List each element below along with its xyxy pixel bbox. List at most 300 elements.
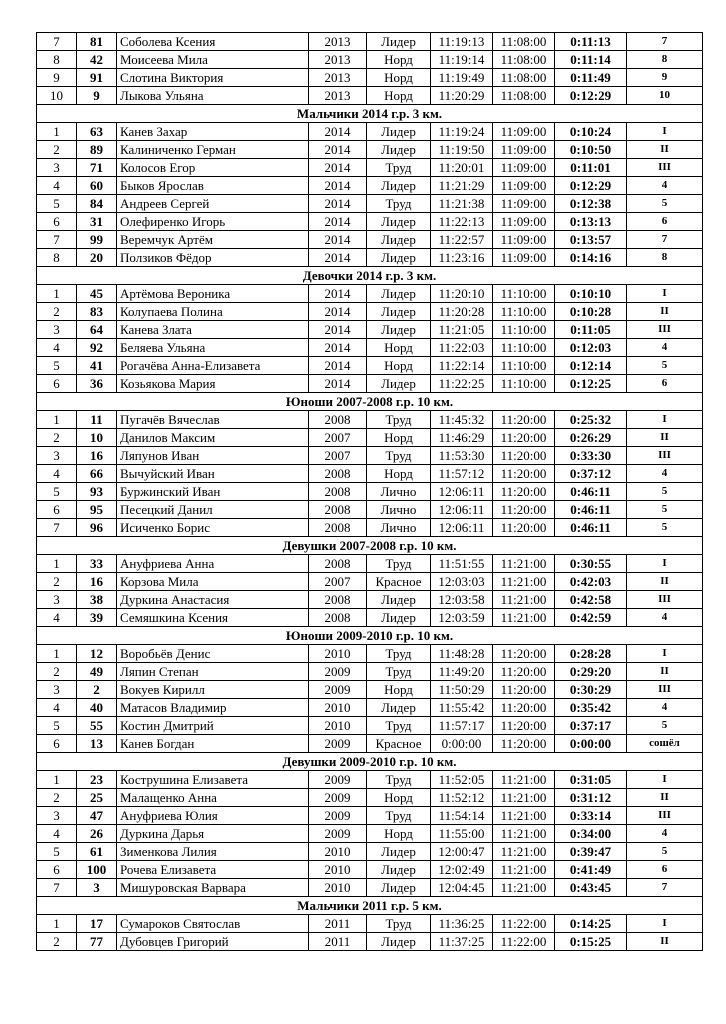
finish-time-cell: 11:19:24 bbox=[431, 123, 493, 141]
birth-year-cell: 2014 bbox=[309, 321, 367, 339]
team-cell: Труд bbox=[367, 195, 431, 213]
start-time-cell: 11:20:00 bbox=[493, 483, 555, 501]
birth-year-cell: 2009 bbox=[309, 771, 367, 789]
finish-time-cell: 11:52:12 bbox=[431, 789, 493, 807]
birth-year-cell: 2014 bbox=[309, 357, 367, 375]
bib-number-cell: 39 bbox=[77, 609, 117, 627]
table-row bbox=[37, 177, 703, 195]
athlete-name-cell: Семяшкина Ксения bbox=[117, 609, 309, 627]
place-cell: 6 bbox=[37, 861, 77, 879]
table-row bbox=[37, 825, 703, 843]
rank-cell: I bbox=[627, 411, 703, 429]
place-cell: 1 bbox=[37, 645, 77, 663]
athlete-name-cell: Лыкова Ульяна bbox=[117, 87, 309, 105]
start-time-cell: 11:10:00 bbox=[493, 339, 555, 357]
athlete-name-cell: Ануфриева Анна bbox=[117, 555, 309, 573]
bib-number-cell: 11 bbox=[77, 411, 117, 429]
place-cell: 2 bbox=[37, 141, 77, 159]
start-time-cell: 11:20:00 bbox=[493, 411, 555, 429]
bib-number-cell: 77 bbox=[77, 933, 117, 951]
athlete-name-cell: Козьякова Мария bbox=[117, 375, 309, 393]
place-cell: 5 bbox=[37, 483, 77, 501]
result-time-cell: 0:46:11 bbox=[555, 519, 627, 537]
rank-cell: 5 bbox=[627, 483, 703, 501]
rank-cell: 5 bbox=[627, 195, 703, 213]
rank-cell: III bbox=[627, 159, 703, 177]
rank-cell: II bbox=[627, 573, 703, 591]
results-table-body bbox=[37, 33, 703, 951]
start-time-cell: 11:09:00 bbox=[493, 159, 555, 177]
rank-cell: III bbox=[627, 681, 703, 699]
athlete-name-cell: Слотина Виктория bbox=[117, 69, 309, 87]
birth-year-cell: 2010 bbox=[309, 717, 367, 735]
birth-year-cell: 2010 bbox=[309, 645, 367, 663]
finish-time-cell: 11:22:57 bbox=[431, 231, 493, 249]
table-row bbox=[37, 501, 703, 519]
result-time-cell: 0:12:03 bbox=[555, 339, 627, 357]
group-header-row bbox=[37, 753, 703, 771]
athlete-name-cell: Сумароков Святослав bbox=[117, 915, 309, 933]
team-cell: Норд bbox=[367, 681, 431, 699]
athlete-name-cell: Веремчук Артём bbox=[117, 231, 309, 249]
rank-cell: 4 bbox=[627, 825, 703, 843]
team-cell: Труд bbox=[367, 771, 431, 789]
start-time-cell: 11:09:00 bbox=[493, 231, 555, 249]
birth-year-cell: 2014 bbox=[309, 339, 367, 357]
rank-cell: 9 bbox=[627, 69, 703, 87]
finish-time-cell: 11:21:05 bbox=[431, 321, 493, 339]
place-cell: 4 bbox=[37, 465, 77, 483]
rank-cell: I bbox=[627, 771, 703, 789]
result-time-cell: 0:37:17 bbox=[555, 717, 627, 735]
rank-cell: II bbox=[627, 663, 703, 681]
birth-year-cell: 2014 bbox=[309, 177, 367, 195]
result-time-cell: 0:46:11 bbox=[555, 501, 627, 519]
finish-time-cell: 11:48:28 bbox=[431, 645, 493, 663]
athlete-name-cell: Артёмова Вероника bbox=[117, 285, 309, 303]
result-time-cell: 0:12:38 bbox=[555, 195, 627, 213]
rank-cell: II bbox=[627, 933, 703, 951]
result-time-cell: 0:00:00 bbox=[555, 735, 627, 753]
result-time-cell: 0:31:12 bbox=[555, 789, 627, 807]
athlete-name-cell: Вокуев Кирилл bbox=[117, 681, 309, 699]
athlete-name-cell: Малащенко Анна bbox=[117, 789, 309, 807]
place-cell: 1 bbox=[37, 411, 77, 429]
athlete-name-cell: Колупаева Полина bbox=[117, 303, 309, 321]
result-time-cell: 0:13:13 bbox=[555, 213, 627, 231]
finish-time-cell: 11:20:29 bbox=[431, 87, 493, 105]
place-cell: 8 bbox=[37, 249, 77, 267]
team-cell: Труд bbox=[367, 159, 431, 177]
rank-cell: I bbox=[627, 645, 703, 663]
birth-year-cell: 2014 bbox=[309, 159, 367, 177]
team-cell: Лидер bbox=[367, 699, 431, 717]
rank-cell: 6 bbox=[627, 375, 703, 393]
result-time-cell: 0:33:14 bbox=[555, 807, 627, 825]
place-cell: 9 bbox=[37, 69, 77, 87]
table-row bbox=[37, 483, 703, 501]
result-time-cell: 0:10:10 bbox=[555, 285, 627, 303]
start-time-cell: 11:20:00 bbox=[493, 717, 555, 735]
place-cell: 7 bbox=[37, 519, 77, 537]
start-time-cell: 11:20:00 bbox=[493, 645, 555, 663]
result-time-cell: 0:43:45 bbox=[555, 879, 627, 897]
result-time-cell: 0:30:29 bbox=[555, 681, 627, 699]
birth-year-cell: 2007 bbox=[309, 573, 367, 591]
bib-number-cell: 93 bbox=[77, 483, 117, 501]
team-cell: Лидер bbox=[367, 177, 431, 195]
athlete-name-cell: Калиниченко Герман bbox=[117, 141, 309, 159]
team-cell: Труд bbox=[367, 717, 431, 735]
bib-number-cell: 3 bbox=[77, 879, 117, 897]
result-time-cell: 0:11:01 bbox=[555, 159, 627, 177]
finish-time-cell: 12:06:11 bbox=[431, 483, 493, 501]
rank-cell: I bbox=[627, 555, 703, 573]
finish-time-cell: 11:36:25 bbox=[431, 915, 493, 933]
finish-time-cell: 12:00:47 bbox=[431, 843, 493, 861]
athlete-name-cell: Воробьёв Денис bbox=[117, 645, 309, 663]
place-cell: 3 bbox=[37, 807, 77, 825]
place-cell: 6 bbox=[37, 375, 77, 393]
athlete-name-cell: Ползиков Фёдор bbox=[117, 249, 309, 267]
group-title: Мальчики 2014 г.р. 3 км. bbox=[37, 105, 703, 123]
bib-number-cell: 47 bbox=[77, 807, 117, 825]
result-time-cell: 0:10:28 bbox=[555, 303, 627, 321]
athlete-name-cell: Беляева Ульяна bbox=[117, 339, 309, 357]
result-time-cell: 0:39:47 bbox=[555, 843, 627, 861]
result-time-cell: 0:12:29 bbox=[555, 87, 627, 105]
rank-cell: 4 bbox=[627, 609, 703, 627]
table-row bbox=[37, 33, 703, 51]
athlete-name-cell: Пугачёв Вячеслав bbox=[117, 411, 309, 429]
result-time-cell: 0:11:05 bbox=[555, 321, 627, 339]
bib-number-cell: 49 bbox=[77, 663, 117, 681]
finish-time-cell: 11:22:03 bbox=[431, 339, 493, 357]
rank-cell: III bbox=[627, 807, 703, 825]
birth-year-cell: 2009 bbox=[309, 663, 367, 681]
table-row bbox=[37, 285, 703, 303]
rank-cell: сошёл bbox=[627, 735, 703, 753]
rank-cell: 6 bbox=[627, 213, 703, 231]
start-time-cell: 11:20:00 bbox=[493, 663, 555, 681]
bib-number-cell: 66 bbox=[77, 465, 117, 483]
result-time-cell: 0:37:12 bbox=[555, 465, 627, 483]
bib-number-cell: 95 bbox=[77, 501, 117, 519]
finish-time-cell: 11:20:10 bbox=[431, 285, 493, 303]
athlete-name-cell: Быков Ярослав bbox=[117, 177, 309, 195]
place-cell: 8 bbox=[37, 51, 77, 69]
finish-time-cell: 11:45:32 bbox=[431, 411, 493, 429]
place-cell: 3 bbox=[37, 321, 77, 339]
group-title: Девушки 2007-2008 г.р. 10 км. bbox=[37, 537, 703, 555]
team-cell: Лидер bbox=[367, 303, 431, 321]
start-time-cell: 11:21:00 bbox=[493, 771, 555, 789]
bib-number-cell: 26 bbox=[77, 825, 117, 843]
result-time-cell: 0:13:57 bbox=[555, 231, 627, 249]
team-cell: Норд bbox=[367, 825, 431, 843]
bib-number-cell: 20 bbox=[77, 249, 117, 267]
start-time-cell: 11:08:00 bbox=[493, 33, 555, 51]
birth-year-cell: 2014 bbox=[309, 249, 367, 267]
bib-number-cell: 84 bbox=[77, 195, 117, 213]
team-cell: Лидер bbox=[367, 285, 431, 303]
result-time-cell: 0:14:25 bbox=[555, 915, 627, 933]
group-title: Юноши 2007-2008 г.р. 10 км. bbox=[37, 393, 703, 411]
result-time-cell: 0:11:13 bbox=[555, 33, 627, 51]
birth-year-cell: 2009 bbox=[309, 807, 367, 825]
rank-cell: I bbox=[627, 285, 703, 303]
finish-time-cell: 12:03:03 bbox=[431, 573, 493, 591]
birth-year-cell: 2014 bbox=[309, 303, 367, 321]
start-time-cell: 11:08:00 bbox=[493, 87, 555, 105]
table-row bbox=[37, 195, 703, 213]
birth-year-cell: 2008 bbox=[309, 609, 367, 627]
finish-time-cell: 0:00:00 bbox=[431, 735, 493, 753]
athlete-name-cell: Колосов Егор bbox=[117, 159, 309, 177]
place-cell: 2 bbox=[37, 789, 77, 807]
finish-time-cell: 11:37:25 bbox=[431, 933, 493, 951]
result-time-cell: 0:11:49 bbox=[555, 69, 627, 87]
start-time-cell: 11:21:00 bbox=[493, 609, 555, 627]
table-row bbox=[37, 159, 703, 177]
place-cell: 3 bbox=[37, 447, 77, 465]
athlete-name-cell: Дуркина Дарья bbox=[117, 825, 309, 843]
bib-number-cell: 12 bbox=[77, 645, 117, 663]
birth-year-cell: 2014 bbox=[309, 375, 367, 393]
table-row bbox=[37, 249, 703, 267]
team-cell: Лидер bbox=[367, 843, 431, 861]
result-time-cell: 0:30:55 bbox=[555, 555, 627, 573]
place-cell: 2 bbox=[37, 663, 77, 681]
finish-time-cell: 11:21:38 bbox=[431, 195, 493, 213]
rank-cell: 4 bbox=[627, 177, 703, 195]
result-time-cell: 0:11:14 bbox=[555, 51, 627, 69]
team-cell: Лидер bbox=[367, 231, 431, 249]
birth-year-cell: 2008 bbox=[309, 501, 367, 519]
rank-cell: III bbox=[627, 321, 703, 339]
team-cell: Лидер bbox=[367, 591, 431, 609]
bib-number-cell: 83 bbox=[77, 303, 117, 321]
bib-number-cell: 2 bbox=[77, 681, 117, 699]
bib-number-cell: 9 bbox=[77, 87, 117, 105]
birth-year-cell: 2009 bbox=[309, 789, 367, 807]
table-row bbox=[37, 645, 703, 663]
athlete-name-cell: Соболева Ксения bbox=[117, 33, 309, 51]
rank-cell: 10 bbox=[627, 87, 703, 105]
bib-number-cell: 61 bbox=[77, 843, 117, 861]
table-row bbox=[37, 411, 703, 429]
table-row bbox=[37, 357, 703, 375]
table-row bbox=[37, 555, 703, 573]
place-cell: 5 bbox=[37, 195, 77, 213]
finish-time-cell: 12:02:49 bbox=[431, 861, 493, 879]
finish-time-cell: 12:03:59 bbox=[431, 609, 493, 627]
place-cell: 5 bbox=[37, 843, 77, 861]
team-cell: Труд bbox=[367, 411, 431, 429]
place-cell: 2 bbox=[37, 429, 77, 447]
team-cell: Норд bbox=[367, 357, 431, 375]
birth-year-cell: 2007 bbox=[309, 447, 367, 465]
start-time-cell: 11:20:00 bbox=[493, 501, 555, 519]
group-header-row bbox=[37, 627, 703, 645]
start-time-cell: 11:10:00 bbox=[493, 357, 555, 375]
result-time-cell: 0:28:28 bbox=[555, 645, 627, 663]
finish-time-cell: 11:19:13 bbox=[431, 33, 493, 51]
result-time-cell: 0:42:58 bbox=[555, 591, 627, 609]
start-time-cell: 11:21:00 bbox=[493, 573, 555, 591]
rank-cell: II bbox=[627, 429, 703, 447]
rank-cell: 5 bbox=[627, 357, 703, 375]
team-cell: Труд bbox=[367, 807, 431, 825]
birth-year-cell: 2014 bbox=[309, 285, 367, 303]
bib-number-cell: 23 bbox=[77, 771, 117, 789]
place-cell: 4 bbox=[37, 825, 77, 843]
table-row bbox=[37, 933, 703, 951]
place-cell: 6 bbox=[37, 735, 77, 753]
finish-time-cell: 11:19:14 bbox=[431, 51, 493, 69]
place-cell: 7 bbox=[37, 33, 77, 51]
team-cell: Лидер bbox=[367, 375, 431, 393]
rank-cell: 4 bbox=[627, 339, 703, 357]
team-cell: Норд bbox=[367, 51, 431, 69]
rank-cell: 8 bbox=[627, 51, 703, 69]
athlete-name-cell: Корзова Мила bbox=[117, 573, 309, 591]
birth-year-cell: 2008 bbox=[309, 465, 367, 483]
start-time-cell: 11:08:00 bbox=[493, 51, 555, 69]
birth-year-cell: 2013 bbox=[309, 69, 367, 87]
athlete-name-cell: Ануфриева Юлия bbox=[117, 807, 309, 825]
finish-time-cell: 11:53:30 bbox=[431, 447, 493, 465]
team-cell: Труд bbox=[367, 915, 431, 933]
start-time-cell: 11:21:00 bbox=[493, 807, 555, 825]
athlete-name-cell: Канев Захар bbox=[117, 123, 309, 141]
table-row bbox=[37, 861, 703, 879]
finish-time-cell: 11:23:16 bbox=[431, 249, 493, 267]
start-time-cell: 11:10:00 bbox=[493, 321, 555, 339]
result-time-cell: 0:12:14 bbox=[555, 357, 627, 375]
finish-time-cell: 12:03:58 bbox=[431, 591, 493, 609]
athlete-name-cell: Дубовцев Григорий bbox=[117, 933, 309, 951]
place-cell: 7 bbox=[37, 879, 77, 897]
finish-time-cell: 11:22:25 bbox=[431, 375, 493, 393]
birth-year-cell: 2013 bbox=[309, 51, 367, 69]
athlete-name-cell: Кострушина Елизавета bbox=[117, 771, 309, 789]
finish-time-cell: 11:55:00 bbox=[431, 825, 493, 843]
finish-time-cell: 11:52:05 bbox=[431, 771, 493, 789]
finish-time-cell: 11:22:14 bbox=[431, 357, 493, 375]
finish-time-cell: 11:20:28 bbox=[431, 303, 493, 321]
table-row bbox=[37, 717, 703, 735]
team-cell: Труд bbox=[367, 555, 431, 573]
start-time-cell: 11:09:00 bbox=[493, 195, 555, 213]
table-row bbox=[37, 303, 703, 321]
bib-number-cell: 64 bbox=[77, 321, 117, 339]
finish-time-cell: 11:51:55 bbox=[431, 555, 493, 573]
group-header-row bbox=[37, 393, 703, 411]
rank-cell: 5 bbox=[627, 501, 703, 519]
bib-number-cell: 16 bbox=[77, 573, 117, 591]
table-row bbox=[37, 231, 703, 249]
table-row bbox=[37, 375, 703, 393]
rank-cell: 8 bbox=[627, 249, 703, 267]
team-cell: Норд bbox=[367, 789, 431, 807]
place-cell: 4 bbox=[37, 609, 77, 627]
table-row bbox=[37, 51, 703, 69]
group-header-row bbox=[37, 105, 703, 123]
rank-cell: I bbox=[627, 123, 703, 141]
result-time-cell: 0:14:16 bbox=[555, 249, 627, 267]
rank-cell: 4 bbox=[627, 699, 703, 717]
result-time-cell: 0:12:29 bbox=[555, 177, 627, 195]
table-row bbox=[37, 213, 703, 231]
bib-number-cell: 36 bbox=[77, 375, 117, 393]
bib-number-cell: 96 bbox=[77, 519, 117, 537]
team-cell: Красное bbox=[367, 735, 431, 753]
group-title: Девушки 2009-2010 г.р. 10 км. bbox=[37, 753, 703, 771]
rank-cell: 5 bbox=[627, 717, 703, 735]
team-cell: Труд bbox=[367, 447, 431, 465]
finish-time-cell: 11:21:29 bbox=[431, 177, 493, 195]
birth-year-cell: 2010 bbox=[309, 843, 367, 861]
finish-time-cell: 12:04:45 bbox=[431, 879, 493, 897]
group-title: Мальчики 2011 г.р. 5 км. bbox=[37, 897, 703, 915]
birth-year-cell: 2011 bbox=[309, 933, 367, 951]
team-cell: Норд bbox=[367, 87, 431, 105]
team-cell: Лично bbox=[367, 483, 431, 501]
finish-time-cell: 12:06:11 bbox=[431, 519, 493, 537]
bib-number-cell: 71 bbox=[77, 159, 117, 177]
table-row bbox=[37, 573, 703, 591]
result-time-cell: 0:42:59 bbox=[555, 609, 627, 627]
team-cell: Труд bbox=[367, 663, 431, 681]
athlete-name-cell: Песецкий Данил bbox=[117, 501, 309, 519]
result-time-cell: 0:25:32 bbox=[555, 411, 627, 429]
start-time-cell: 11:09:00 bbox=[493, 249, 555, 267]
start-time-cell: 11:21:00 bbox=[493, 861, 555, 879]
rank-cell: 5 bbox=[627, 843, 703, 861]
athlete-name-cell: Рогачёва Анна-Елизавета bbox=[117, 357, 309, 375]
group-title: Девочки 2014 г.р. 3 км. bbox=[37, 267, 703, 285]
start-time-cell: 11:10:00 bbox=[493, 375, 555, 393]
bib-number-cell: 45 bbox=[77, 285, 117, 303]
result-time-cell: 0:34:00 bbox=[555, 825, 627, 843]
start-time-cell: 11:20:00 bbox=[493, 447, 555, 465]
place-cell: 5 bbox=[37, 717, 77, 735]
table-row bbox=[37, 591, 703, 609]
team-cell: Лично bbox=[367, 519, 431, 537]
athlete-name-cell: Буржинский Иван bbox=[117, 483, 309, 501]
birth-year-cell: 2014 bbox=[309, 213, 367, 231]
bib-number-cell: 92 bbox=[77, 339, 117, 357]
table-row bbox=[37, 771, 703, 789]
bib-number-cell: 99 bbox=[77, 231, 117, 249]
bib-number-cell: 13 bbox=[77, 735, 117, 753]
birth-year-cell: 2008 bbox=[309, 411, 367, 429]
athlete-name-cell: Исиченко Борис bbox=[117, 519, 309, 537]
bib-number-cell: 91 bbox=[77, 69, 117, 87]
rank-cell: III bbox=[627, 447, 703, 465]
place-cell: 4 bbox=[37, 339, 77, 357]
athlete-name-cell: Мишуровская Варвара bbox=[117, 879, 309, 897]
start-time-cell: 11:21:00 bbox=[493, 843, 555, 861]
birth-year-cell: 2011 bbox=[309, 915, 367, 933]
result-time-cell: 0:15:25 bbox=[555, 933, 627, 951]
result-time-cell: 0:46:11 bbox=[555, 483, 627, 501]
athlete-name-cell: Ляпин Степан bbox=[117, 663, 309, 681]
start-time-cell: 11:09:00 bbox=[493, 123, 555, 141]
start-time-cell: 11:22:00 bbox=[493, 933, 555, 951]
athlete-name-cell: Ляпунов Иван bbox=[117, 447, 309, 465]
